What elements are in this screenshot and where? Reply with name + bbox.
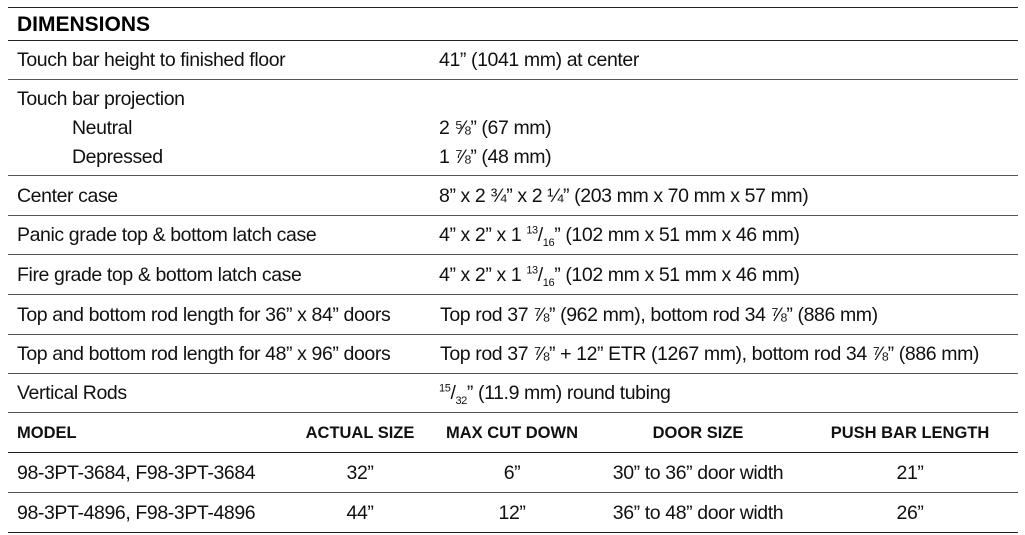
cell-actual-size: 32”	[346, 462, 374, 484]
cell-model: 98-3PT-4896, F98-3PT-4896	[17, 502, 256, 524]
cell-door-size: 36” to 48” door width	[612, 502, 784, 524]
spec-row-rod-36	[8, 295, 1018, 335]
spec-row-center-case	[8, 176, 1018, 216]
spec-row-fire-latch-case	[8, 255, 1018, 295]
value-suffix: ” (11.9 mm) round tubing	[466, 382, 671, 404]
spec-row-panic-latch-case	[8, 216, 1018, 255]
spec-sublabel-neutral: Neutral	[72, 117, 133, 139]
spec-row-rod-48	[8, 335, 1018, 374]
spec-value-neutral: 2 ⅝” (67 mm)	[439, 117, 552, 139]
spec-label: Top and bottom rod length for 48” x 96” doors	[17, 343, 391, 365]
spec-row-vertical-rods	[8, 374, 1018, 413]
spec-value: $^{15}/_{32}$” (11.9 mm) round tubing	[439, 382, 671, 407]
spec-value: 41” (1041 mm) at center	[439, 49, 639, 71]
fraction-denominator: 16	[542, 276, 555, 289]
spec-value: Top rod 37 ⅞” + 12” ETR (1267 mm), bottom rod 34 ⅞” (886 mm)	[440, 343, 980, 365]
fraction-denominator: 32	[455, 394, 467, 407]
spec-row-touch-bar-height	[8, 41, 1018, 80]
cell-max-cut-down: 6”	[503, 462, 521, 484]
column-header-model: MODEL	[17, 424, 77, 442]
cell-push-bar-length: 21”	[896, 462, 924, 484]
spec-value: 4” x 2” x 1 $^{13}/_{16}$” (102 mm x 51 mm x 46 mm)	[439, 264, 800, 289]
spec-label: Touch bar projection	[17, 88, 185, 110]
fraction-denominator: 16	[542, 236, 555, 249]
value-prefix: 4” x 2” x 1	[439, 264, 527, 286]
spec-label: Fire grade top & bottom latch case	[17, 264, 302, 286]
table-row	[8, 453, 1018, 493]
cell-model: 98-3PT-3684, F98-3PT-3684	[17, 462, 256, 484]
column-header-door-size: DOOR SIZE	[652, 424, 744, 442]
cell-max-cut-down: 12”	[498, 502, 526, 524]
spec-label: Touch bar height to finished floor	[17, 49, 286, 71]
spec-row-projection	[8, 80, 1018, 176]
value-suffix: ” (102 mm x 51 mm x 46 mm)	[554, 264, 800, 286]
column-header-actual-size: ACTUAL SIZE	[305, 424, 415, 442]
spec-label: Panic grade top & bottom latch case	[17, 224, 317, 246]
spec-label: Top and bottom rod length for 36” x 84” doors	[17, 304, 391, 326]
spec-sublabel-depressed: Depressed	[72, 146, 163, 168]
value-suffix: ” (102 mm x 51 mm x 46 mm)	[554, 224, 800, 246]
spec-label: Center case	[17, 185, 118, 207]
cell-push-bar-length: 26”	[896, 502, 924, 524]
value-prefix: 4” x 2” x 1	[439, 224, 527, 246]
spec-value: 8” x 2 ¾” x 2 ¼” (203 mm x 70 mm x 57 mm)	[439, 185, 809, 207]
spec-label: Vertical Rods	[17, 382, 127, 404]
spec-value: 4” x 2” x 1 $^{13}/_{16}$” (102 mm x 51 mm x 46 mm)	[439, 224, 800, 249]
spec-value-depressed: 1 ⅞” (48 mm)	[439, 146, 552, 168]
fraction-numerator: 13	[526, 264, 538, 277]
fraction-numerator: 13	[526, 224, 538, 237]
models-table-header	[8, 413, 1018, 453]
cell-actual-size: 44”	[346, 502, 374, 524]
spec-value: Top rod 37 ⅞” (962 mm), bottom rod 34 ⅞” (886 mm)	[440, 304, 878, 326]
title-row	[8, 7, 1018, 41]
column-header-push-bar-length: PUSH BAR LENGTH	[830, 424, 990, 442]
fraction-numerator: 15	[439, 382, 451, 395]
section-title: DIMENSIONS	[17, 13, 151, 36]
dimensions-sheet	[8, 7, 1018, 533]
cell-door-size: 30” to 36” door width	[612, 462, 784, 484]
column-header-max-cut-down: MAX CUT DOWN	[446, 424, 578, 442]
table-row	[8, 493, 1018, 533]
